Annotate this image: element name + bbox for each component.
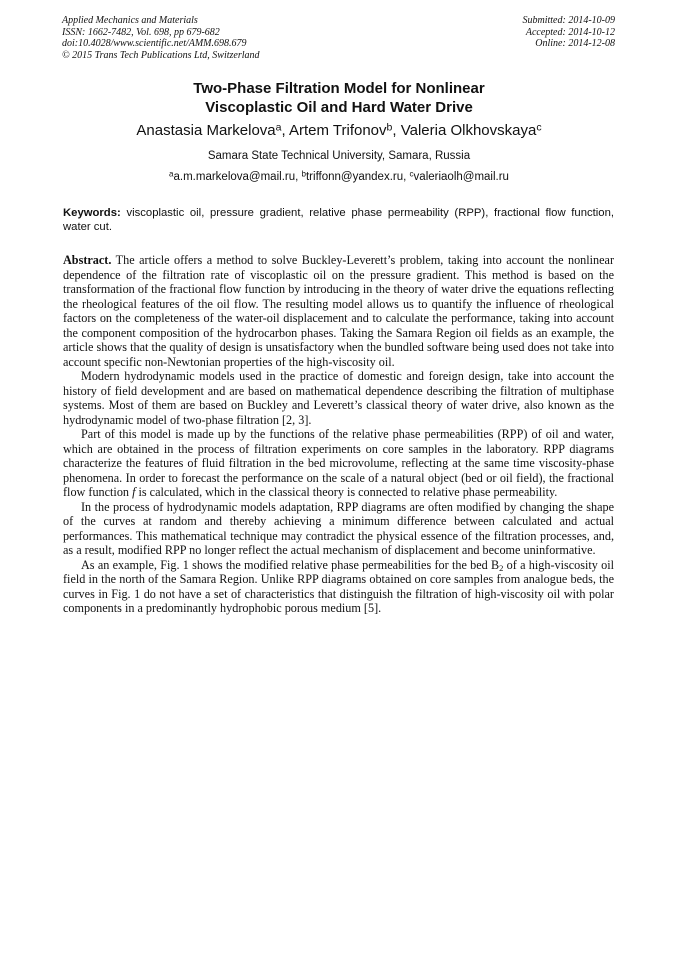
keywords-label: Keywords: <box>63 207 121 219</box>
body-paragraph-2 <box>63 427 614 500</box>
author-email: a.m.markelova@mail.ru <box>173 171 296 183</box>
author-affil-mark: a <box>275 121 282 134</box>
publication-dates <box>523 15 616 50</box>
affiliation: Samara State Technical University, Samara, Russia <box>207 150 471 162</box>
author-name: Anastasia Markelova <box>136 122 276 139</box>
subscript-2: 2 <box>499 562 504 573</box>
body-paragraph-3: In the process of hydrodynamic models adaptation, RPP diagrams are often modified by changing the shape of the curves at random and thereby achieving a minimum difference between calculated and actual performances. This mathematical technique may contradict the physical essence of the filtration processes, and, as a result, modified RPP no longer reflect the actual mechanism of displacement and become uninformative. <box>63 499 614 557</box>
email-affil-mark: a <box>169 169 174 179</box>
journal-info <box>62 15 260 61</box>
issn-line: ISSN: 1662-7482, Vol. 698, pp 679-682 <box>62 26 220 38</box>
title-line-1: Two-Phase Filtration Model for Nonlinear <box>193 80 485 97</box>
author-emails <box>60 170 618 184</box>
online-date: Online: 2014-12-08 <box>535 38 615 49</box>
author-name: Artem Trifonov <box>289 122 387 139</box>
abstract-text: The article offers a method to solve Buckley-Leverett’s problem, taking into account the nonlinear dependence of the filtration rate of viscoplastic oil on the pressure gradient. This method is based on the transformation of the fractional flow function by introducing in the theory of water drive the equations reflecting the rheological features of the oil flow. The resulting model allows us to quantify the influence of rheological factors on the completeness of the water-oil displacement and to calculate the performance, taking into account the component composition of the hydrocarbon phases. Taking the Samara Region oil fields as an example, the article shows that the quality of design is unsatisfactory when the bundled software being used does not take into account specific non-Newtonian properties of the high-viscosity oil. <box>63 253 614 369</box>
submitted-date: Submitted: 2014-10-09 <box>522 15 615 26</box>
author-separator: , <box>281 122 289 139</box>
abstract-label: Abstract. <box>63 253 112 267</box>
author-affil-mark: c <box>536 121 542 134</box>
author-email: valeriaolh@mail.ru <box>413 171 509 183</box>
copyright-line: © 2015 Trans Tech Publications Ltd, Switzerland <box>62 49 260 61</box>
journal-name: Applied Mechanics and Materials <box>62 15 198 26</box>
email-affil-mark: c <box>409 169 414 179</box>
author-email: triffonn@yandex.ru <box>305 171 404 183</box>
email-separator: , <box>295 171 302 183</box>
abstract-paragraph <box>63 253 614 369</box>
paper-body <box>63 253 614 616</box>
paper-title <box>60 79 618 117</box>
author-affil-mark: b <box>386 121 393 134</box>
email-separator: , <box>403 171 410 183</box>
paragraph-text: As an example, Fig. 1 shows the modified relative phase permeabilities for the bed B <box>81 557 500 572</box>
paragraph-text: is calculated, which in the classical theory is connected to relative phase permeability. <box>135 485 558 499</box>
math-symbol-f: f <box>132 485 136 499</box>
author-name: Valeria Olkhovskaya <box>400 122 537 139</box>
author-separator: , <box>392 122 401 139</box>
body-paragraph-1: Modern hydrodynamic models used in the practice of domestic and foreign design, take into account the history of field development and are based on mathematical dependence describing the filtration of multiphase systems. Most of them are based on Buckley and Leverett’s classical theory of water drive, also known as the hydrodynamic model of two-phase filtration [2, 3]. <box>63 369 614 427</box>
title-line-2: Viscoplastic Oil and Hard Water Drive <box>205 99 473 116</box>
accepted-date: Accepted: 2014-10-12 <box>525 26 615 38</box>
author-list <box>40 122 638 140</box>
keywords-section <box>63 206 614 234</box>
doi-line: doi:10.4028/www.scientific.net/AMM.698.679 <box>62 38 247 49</box>
paragraph-text: of a high-viscosity oil field in the north of the Samara Region. Unlike RPP diagrams obtained on core samples from analogue beds, the curves in Fig. 1 do not have a set of characteristics that distinguish the filtration of high-viscosity oil with polar components in a predominantly hydrophobic porous medium [5]. <box>63 557 614 615</box>
body-paragraph-4 <box>63 558 614 616</box>
keywords-text: viscoplastic oil, pressure gradient, relative phase permeability (RPP), fractional flow function, water cut. <box>63 207 615 233</box>
paragraph-text: Part of this model is made up by the functions of the relative phase permeabilities (RPP) of oil and water, which are obtained in the process of filtration experiments on core samples in the laboratory. RPP diagrams characterize the features of fluid filtration in the bed microvolume, reflecting at the same time viscosity-phase phenomena. In order to forecast the performance on the scale of a natural object (bed or oil field), the fractional flow function <box>63 427 614 499</box>
email-affil-mark: b <box>301 169 306 179</box>
